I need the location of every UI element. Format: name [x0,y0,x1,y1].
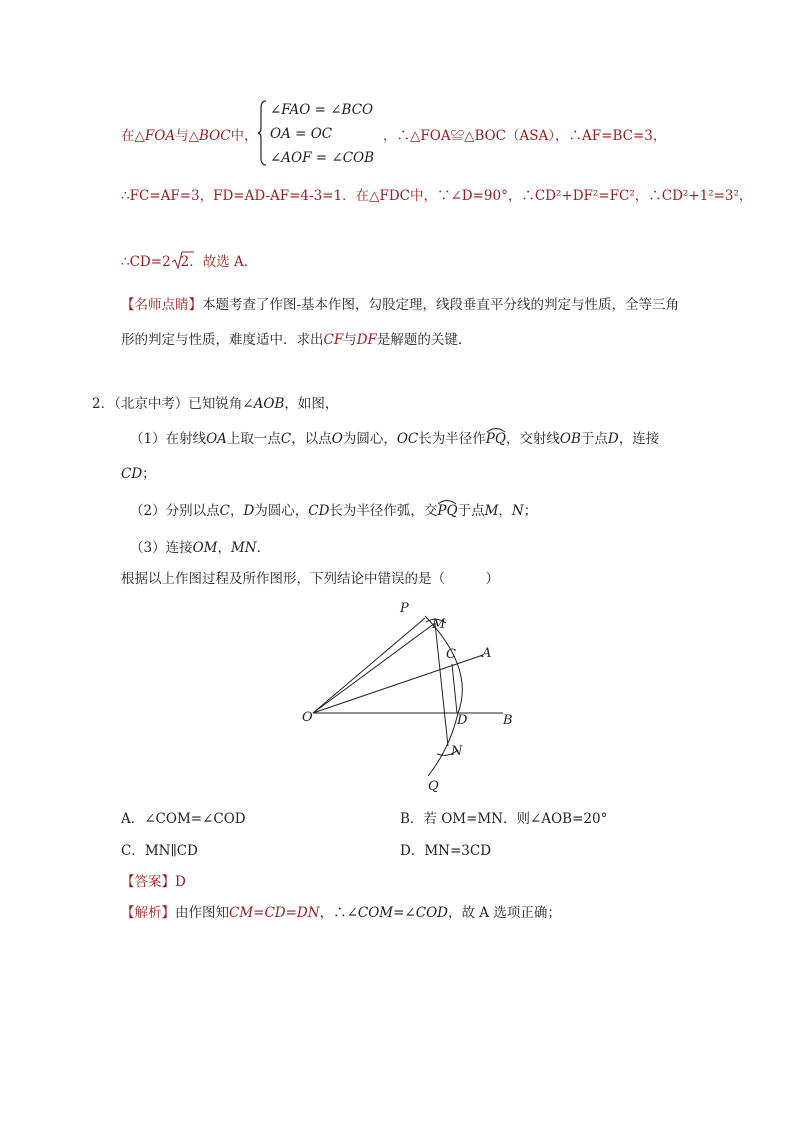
option-b: B．若 OM=MN．则∠AOB=20° [400,811,608,827]
label-p: P [400,601,409,616]
text: ，以点 [291,431,332,447]
option-a: A．∠COM=∠COD [121,811,246,827]
text: ，故 A 选项正确； [447,905,561,921]
var: MN [230,540,257,556]
triangle-fo-a: FOA [144,128,176,144]
var: D [607,431,619,447]
question-ask: 根据以上作图过程及所作图形，下列结论中错误的是（ ） [121,571,499,587]
text: ， [498,503,512,519]
text: （2）分别以点 [130,503,220,519]
step-3 [130,539,270,557]
text: ，交射线 [505,431,560,447]
var: PQ [437,503,458,519]
coefficient: 2 [162,254,171,270]
var: O [331,431,343,447]
text: ∴CD= [121,254,163,270]
left-brace-icon [258,100,268,166]
var: PQ [485,431,506,447]
text: 形的判定与性质，难度适中．求出 [121,332,324,348]
analysis [121,904,561,922]
var: CD [121,466,143,482]
solution-conclusion: ，∴△FOA≌△BOC（ASA），∴AF=BC=3， [383,128,667,144]
solution-line-1 [121,127,258,145]
var: N [511,503,524,519]
solution-line-3 [121,253,257,271]
text: ．故选 A． [189,254,258,270]
text: 中， [230,128,258,144]
ray-op [313,618,425,713]
text: =∠ [393,905,416,921]
text: （北京中考）已知锐角∠ [114,396,254,412]
text: 在△ [121,128,145,144]
radicand: 2 [180,254,190,270]
var-cf: CF [323,332,344,348]
text: ； [142,466,156,482]
var: COM [357,905,394,921]
analysis-tag: 【解析】 [121,905,175,921]
solution-line-2: ∴FC=AF=3，FD=AD-AF=4-3=1．在△FDC中，∵∠D=90°，∴CD²+DF²=FC²，∴CD²+1²=3²， [121,188,753,204]
answer-tag: 【答案】 [121,874,175,890]
var: CD [308,503,330,519]
label-q: Q [428,779,439,794]
option-d: D．MN=3CD [400,843,492,859]
equation: CM=CD=DN [229,905,320,921]
var: D [243,503,255,519]
tip-text: 本题考查了作图-基本作图，勾股定理，线段垂直平分线的判定与性质，全等三角 [202,297,680,313]
segment-om [313,623,435,713]
label-b: B [503,713,513,728]
arc-pq [486,431,506,447]
label-a: A [482,646,492,661]
text: ． [256,540,271,556]
tip-line-2 [121,331,471,349]
label-m: M [432,617,446,632]
text: 是解题的关键． [376,332,472,348]
tip-line-1 [121,296,679,314]
var: OM [192,540,218,556]
step-1-cont [121,465,156,483]
arc-mark-icon [486,427,506,433]
var: C [280,431,292,447]
option-c: C．MN∥CD [121,843,198,859]
text: 为圆心， [342,431,397,447]
var: AOB [253,396,285,412]
text: ，连接 [618,431,660,447]
arc-mark-icon [437,499,457,505]
answer-value: D [175,874,186,890]
text: ； [523,503,538,519]
label-o: O [302,710,313,725]
var: OB [559,431,581,447]
step-2 [130,502,537,520]
text: 与△ [175,128,199,144]
text: 上取一点 [226,431,281,447]
triangle-boc: BOC [198,128,231,144]
text: 于点 [457,503,485,519]
text: （3）连接 [130,540,193,556]
text: 为圆心， [254,503,309,519]
label-c: C [446,647,456,662]
var-df: DF [356,332,377,348]
geometry-figure [300,598,520,798]
system-row-2: OA = OC [270,126,333,142]
var: OC [396,431,419,447]
question-number: 2． [92,396,115,412]
var: OA [206,431,227,447]
text: ，∴∠ [319,905,358,921]
sqrt-icon [172,253,190,271]
step-1 [130,430,659,448]
tip-tag: 【名师点睛】 [121,297,202,313]
label-d: D [457,713,468,728]
var: COD [415,905,448,921]
var: M [484,503,499,519]
system-row-3: ∠AOF = ∠COB [270,150,375,166]
text: 长为半径作弧，交 [329,503,438,519]
label-n: N [451,744,463,759]
text: ， [217,540,231,556]
text: 长为半径作 [418,431,486,447]
system-row-1: ∠FAO = ∠BCO [270,102,374,118]
answer [121,873,186,891]
text: 与 [343,332,357,348]
segment-cd [452,664,457,713]
text: ， [229,503,244,519]
question-2-stem [92,395,338,413]
var: C [219,503,230,519]
text: ，如图， [284,396,339,412]
text: 于点 [580,431,608,447]
arc-pq [437,503,457,519]
text: （1）在射线 [130,431,207,447]
text: 由作图知 [175,905,229,921]
